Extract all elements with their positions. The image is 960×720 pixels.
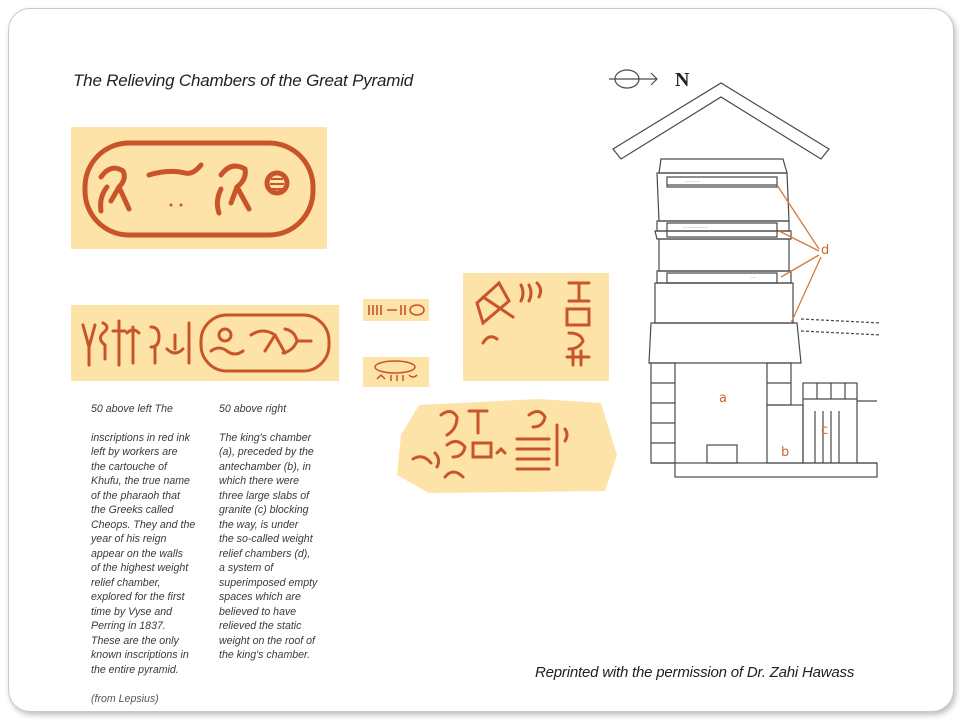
credit-line: Reprinted with the permission of Dr. Zahi Hawass xyxy=(535,664,855,681)
label-b: b xyxy=(781,445,790,460)
north-label: N xyxy=(675,69,690,91)
khufu-cartouche-drawing xyxy=(71,127,327,249)
label-a: a xyxy=(719,391,727,406)
slide-frame xyxy=(8,8,954,712)
caption-left xyxy=(91,387,231,712)
fragment-irregular-drawing xyxy=(389,395,621,495)
svg-text:⋯⋯⋯⋯⋯: ⋯⋯⋯⋯⋯ xyxy=(683,225,708,231)
caption-right-heading: 50 above right xyxy=(219,402,287,415)
inscription-panel xyxy=(71,305,339,381)
cartouche-panel xyxy=(71,127,327,249)
page-title: The Relieving Chambers of the Great Pyramid xyxy=(73,71,414,90)
fragment-panel-2 xyxy=(363,357,429,387)
fragment-panel-1 xyxy=(363,299,429,321)
caption-left-source: (from Lepsius) xyxy=(91,692,159,705)
svg-text:⋯: ⋯ xyxy=(751,275,756,281)
fragment-2-drawing xyxy=(363,357,429,387)
fragment-square-drawing xyxy=(463,273,609,381)
inscription-drawing xyxy=(71,305,339,381)
label-d: d xyxy=(821,243,830,258)
fragment-1-drawing xyxy=(363,299,429,321)
caption-left-heading: 50 above left The xyxy=(91,402,173,415)
label-c: c xyxy=(821,423,829,438)
chamber-diagram xyxy=(601,61,891,481)
caption-right xyxy=(219,387,349,677)
fragment-panel-square xyxy=(463,273,609,381)
svg-text:⋯⋯⋯: ⋯⋯⋯ xyxy=(685,179,700,185)
caption-left-body: inscriptions in red ink left by workers are the cartouche of Khufu, the true name of the pharaoh that the Greeks called Cheops. They and the year of his reign appear on the walls of the highest weight relief chamber, explored for the first time by Vyse and Perring in 1837. These are the only known inscriptions in the entire pyramid. xyxy=(91,431,196,676)
caption-right-body: The king's chamber (a), preceded by the antechamber (b), in which there were three large slabs of granite (c) blocking the way, is under the so-called weight relief chambers (d), a system of superimposed empty spaces which are believed to have relieved the static weight on the roof of the king's chamber. xyxy=(219,431,318,661)
